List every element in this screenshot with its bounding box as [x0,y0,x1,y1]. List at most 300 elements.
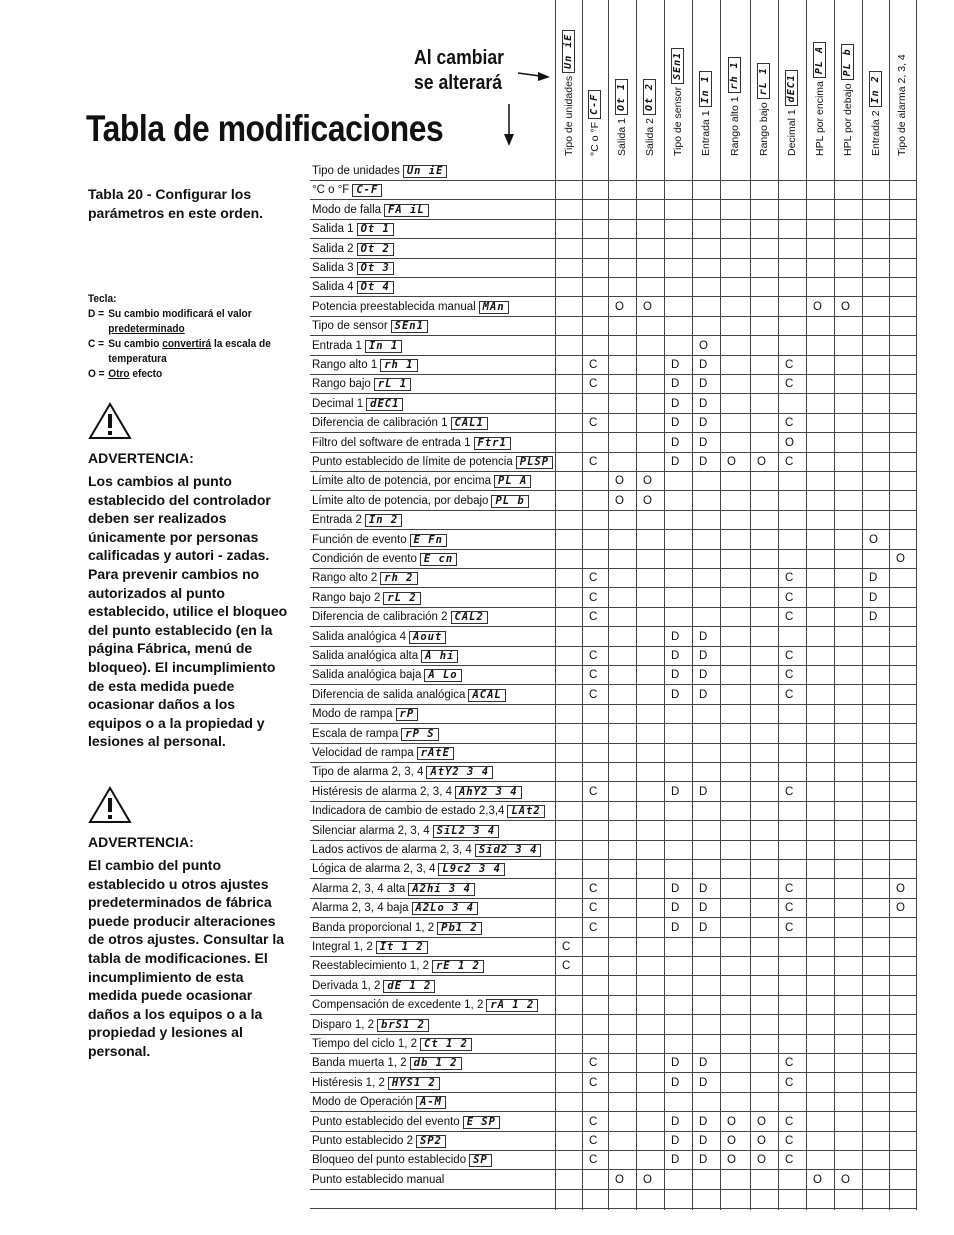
table-row-label [312,1036,472,1052]
column-line [582,0,583,1210]
lcd-code: Pb1 2 [437,922,482,935]
row-line [310,1150,916,1151]
row-label-text: Tipo de unidades [312,165,400,177]
table-row-label [312,396,403,412]
table-row-label [312,532,447,548]
row-line [310,665,916,666]
row-label-text: Modo de Operación [312,1096,414,1108]
table-cell: C [589,1135,598,1147]
table-cell: C [785,902,794,914]
table-cell: D [699,650,708,662]
table-row-label [312,299,509,315]
row-line [310,219,916,220]
row-label-text: Entrada 2 [312,514,362,526]
lcd-code: AtY2 3 4 [426,766,493,779]
table-cell: D [699,359,708,371]
lcd-code: Ot 1 [357,223,394,236]
lcd-code: Ot 3 [357,262,394,275]
row-label-text: Tipo de sensor [312,320,388,332]
row-line [310,878,916,879]
table-cell: D [869,572,878,584]
table-cell: C [785,689,794,701]
row-line [310,1189,916,1190]
lcd-code: C-F [588,90,601,119]
table-cell: D [671,902,680,914]
table-row-label [312,338,402,354]
table-row-label [312,1133,446,1149]
row-label-text: Rango alto 1 [312,359,378,371]
row-label-text: Salida 3 [312,262,354,274]
column-header [896,54,908,156]
row-line [310,549,916,550]
row-label-text: Modo de rampa [312,708,393,720]
column-header-label: Tipo de alarma 2, 3, 4 [895,54,908,156]
lcd-code: Sid2 3 4 [475,844,542,857]
row-label-text: Límite alto de potencia, por encima [312,475,491,487]
lcd-code: In 1 [365,340,402,353]
lcd-code: Ot 2 [357,243,394,256]
row-label-text: Tiempo del ciclo 1, 2 [312,1038,418,1050]
lcd-code: It 1 2 [376,941,428,954]
table-row-label [312,900,478,916]
table-cell: D [671,398,680,410]
row-line [310,490,916,491]
table-row-label [312,279,394,295]
table-cell: C [785,378,794,390]
row-line [310,432,916,433]
lcd-code: rP S [401,728,438,741]
table-row-label [312,376,411,392]
table-cell: C [785,572,794,584]
lcd-code: E Fn [410,534,447,547]
row-line [310,1053,916,1054]
lcd-code: rL 1 [374,378,411,391]
row-label-text: Escala de rampa [312,728,399,740]
row-label-text: Función de evento [312,534,407,546]
row-label-text: Rango alto 2 [312,572,378,584]
table-cell: D [671,417,680,429]
row-label-text: Salida 1 [312,223,354,235]
table-row-label [312,939,428,955]
row-label-text: Diferencia de salida analógica [312,689,466,701]
warning-heading: ADVERTENCIA: [88,834,194,850]
column-line [778,0,779,1210]
column-header [728,57,741,156]
table-cell: C [785,669,794,681]
table-cell: D [699,398,708,410]
lcd-code: dEC1 [366,398,403,411]
table-row-label [312,241,394,257]
table-row-label [312,1075,440,1091]
table-row-label [312,1017,429,1033]
table-cell: C [562,960,571,972]
row-line [310,413,916,414]
table-cell: D [671,786,680,798]
row-line [310,1092,916,1093]
lcd-code: PLSP [516,456,553,469]
column-header-label: Entrada 2 [869,110,881,156]
table-cell: C [785,883,794,895]
row-line [310,1111,916,1112]
row-line [310,723,916,724]
row-line [310,1208,916,1209]
table-cell: D [699,417,708,429]
table-cell: D [671,437,680,449]
lcd-code: PL A [813,42,826,78]
table-cell: O [615,1174,624,1186]
table-cell: D [699,437,708,449]
table-cell: O [757,1154,766,1166]
table-row-label [312,609,488,625]
lcd-code: SEn1 [391,320,428,333]
table-row-label [312,648,458,664]
table-cell: C [589,883,598,895]
row-label-text: Modo de falla [312,204,382,216]
table-cell: O [896,553,905,565]
table-cell: D [671,1057,680,1069]
row-line [310,859,916,860]
row-line [310,258,916,259]
table-cell: O [896,902,905,914]
table-cell: O [785,437,794,449]
warning-heading: ADVERTENCIA: [88,450,194,466]
column-header [785,70,798,156]
row-label-text: Disparo 1, 2 [312,1019,375,1031]
row-label-text: Velocidad de rampa [312,747,414,759]
table-cell: O [615,301,624,313]
table-cell: C [589,592,598,604]
lcd-code: SP2 [416,1135,446,1148]
key-underlined: convertirá [162,338,212,350]
table-row-label [312,357,418,373]
lcd-code: In 1 [699,71,712,107]
row-label-text: Salida analógica baja [312,669,422,681]
table-cell: C [589,902,598,914]
column-line [750,0,751,1210]
row-line [310,316,916,317]
column-header [671,48,684,156]
table-cell: C [589,669,598,681]
row-label-text: Punto establecido manual [312,1174,445,1186]
row-label-text: Indicadora de cambio de estado 2,3,4 [312,805,505,817]
lcd-code: Ot 4 [357,281,394,294]
table-row-label [312,784,522,800]
table-cell: C [589,611,598,623]
column-line [636,0,637,1210]
table-cell: C [785,1077,794,1089]
row-line [310,335,916,336]
column-header-label: Salida 1 [615,118,628,156]
row-label-text: Alarma 2, 3, 4 baja [312,902,409,914]
table-cell: D [671,456,680,468]
table-row-label [312,473,531,489]
table-cell: D [671,650,680,662]
table-cell: O [757,456,766,468]
key-underlined: predeterminado [108,323,185,335]
table-cell: O [813,301,822,313]
row-label-text: Histéresis de alarma 2, 3, 4 [312,786,452,798]
table-row-label [312,318,428,334]
column-header-label: Rango bajo [757,102,770,156]
lcd-code: AhY2 3 4 [455,786,522,799]
column-line [692,0,693,1210]
row-label-text: Condición de evento [312,553,417,565]
lcd-code: SiL2 3 4 [433,825,500,838]
lcd-code: CAL2 [451,611,488,624]
column-line [664,0,665,1210]
lcd-code: LAt2 [507,805,544,818]
table-cell: C [785,1116,794,1128]
lcd-code: Ct 1 2 [420,1038,472,1051]
row-label-text: Diferencia de calibración 2 [312,611,448,623]
row-label-text: Integral 1, 2 [312,941,373,953]
table-row-label [312,570,418,586]
row-line [310,956,916,957]
row-label-text: Rango bajo [312,378,371,390]
lcd-code: rh 2 [380,572,417,585]
table-cell: O [727,1135,736,1147]
row-line [310,995,916,996]
row-label-text: Banda muerta 1, 2 [312,1057,407,1069]
table-cell: D [699,786,708,798]
column-header-label: Tipo de unidades [562,75,574,156]
row-label-text: Punto establecido de límite de potencia [312,456,513,468]
table-row-label [312,1114,500,1130]
lcd-code: In 2 [365,514,402,527]
row-label-text: Diferencia de calibración 1 [312,417,448,429]
table-cell: O [813,1174,822,1186]
table-row-label [312,454,553,470]
row-line [310,743,916,744]
lcd-code: A2hi 3 4 [408,883,475,896]
lcd-code: rAtE [417,747,454,760]
lcd-code: rL 2 [383,592,420,605]
table-cell: D [671,359,680,371]
table-cell: D [671,1116,680,1128]
column-line [889,0,890,1210]
table-cell: O [757,1135,766,1147]
table-cell: D [699,902,708,914]
row-line [310,510,916,511]
row-label-text: Compensación de excedente 1, 2 [312,999,484,1011]
table-cell: C [562,941,571,953]
table-row-label [312,512,402,528]
table-cell: C [785,1135,794,1147]
row-line [310,393,916,394]
row-line [310,296,916,297]
column-line [608,0,609,1210]
lcd-code: L9c2 3 4 [438,863,505,876]
column-header-label: HPL por debajo [841,83,854,156]
lcd-code: dE 1 2 [383,980,435,993]
row-label-text: Salida 4 [312,281,354,293]
row-line [310,820,916,821]
table-cell: O [643,1174,652,1186]
table-cell: C [589,378,598,390]
table-cell: D [671,1135,680,1147]
table-row-label [312,881,475,897]
table-row-label [312,823,499,839]
table-row-label [312,726,439,742]
table-row-label [312,260,394,276]
table-caption: Tabla 20 - Configurar los parámetros en este orden. [88,186,264,221]
table-cell: O [643,475,652,487]
key-code: O = [88,368,105,380]
column-header [813,42,826,156]
table-row-label [312,629,446,645]
key-text: Su cambio modificará el valor [108,308,252,320]
row-label-text: Banda proporcional 1, 2 [312,922,435,934]
row-line [310,607,916,608]
table-cell: C [785,456,794,468]
row-label-text: Histéresis 1, 2 [312,1077,385,1089]
lcd-code: PL b [491,495,528,508]
table-row-label [312,920,482,936]
row-line [310,801,916,802]
lcd-code: A Lo [424,669,461,682]
table-cell: C [589,922,598,934]
row-label-text: Salida analógica alta [312,650,419,662]
table-row-label [312,667,462,683]
table-cell: O [841,301,850,313]
lcd-code: rA 1 2 [486,999,538,1012]
table-cell: D [671,1154,680,1166]
lcd-code: rh 1 [728,57,741,93]
table-cell: D [699,883,708,895]
table-cell: D [671,1077,680,1089]
column-header [869,71,882,156]
row-label-text: Silenciar alarma 2, 3, 4 [312,825,430,837]
table-cell: D [699,1116,708,1128]
row-line [310,355,916,356]
row-line [310,471,916,472]
column-header [841,44,854,156]
lcd-code: SEn1 [671,48,684,84]
table-cell: O [869,534,878,546]
table-cell: D [699,378,708,390]
warning-text: Los cambios al punto establecido del controlador deben ser realizados únicamente por personas calificadas y autori - zadas. Para prevenir cambios no autorizados al punto establecido, utilice el bloqueo del punto establecido (en la página Fábrica, menú de bloqueo). El incumplimiento de esta medida puede ocasionar daños a los equipos o a la propiedad y lesiones al personal. [88,473,288,750]
row-label-text: Lógica de alarma 2, 3, 4 [312,863,436,875]
table-cell: C [785,592,794,604]
row-label-text: Decimal 1 [312,398,364,410]
table-cell: O [757,1116,766,1128]
lcd-code: Un iE [403,165,448,178]
table-row-label [312,163,447,179]
lcd-code: dEC1 [785,70,798,106]
lcd-code: Un iE [562,30,575,73]
table-cell: O [643,301,652,313]
table-row-label [312,997,538,1013]
table-cell: O [727,1116,736,1128]
lcd-code: ACAL [468,689,505,702]
row-label-text: Bloqueo del punto establecido [312,1154,467,1166]
key-text-after: efecto [129,368,163,380]
column-header [562,30,575,156]
table-row-label [312,1055,462,1071]
lcd-code: FA iL [384,204,429,217]
row-line [310,529,916,530]
row-line [310,646,916,647]
row-line [310,238,916,239]
table-row-label [312,745,454,761]
table-cell: C [589,650,598,662]
table-cell: D [671,883,680,895]
lcd-code: rP [396,708,419,721]
lcd-code: A hi [421,650,458,663]
row-line [310,626,916,627]
row-label-text: Reestablecimiento 1, 2 [312,960,429,972]
row-label-text: Lados activos de alarma 2, 3, 4 [312,844,472,856]
table-row-label [312,842,541,858]
table-cell: C [785,650,794,662]
key-code: D = [88,308,105,320]
lcd-code: Aout [409,631,446,644]
lcd-code: rL 1 [757,63,770,99]
key-text-after: la escala de temperatura [108,338,271,365]
column-line [834,0,835,1210]
row-label-text: Entrada 1 [312,340,362,352]
column-header-label: Entrada 1 [699,110,712,156]
row-line [310,937,916,938]
lcd-code: In 2 [869,71,882,107]
lcd-code: rh 1 [380,359,417,372]
table-cell: D [671,669,680,681]
table-row-label [312,706,418,722]
table-cell: O [727,456,736,468]
lcd-code: C-F [352,184,382,197]
lcd-code: brS1 2 [377,1019,429,1032]
table-cell: D [869,592,878,604]
lcd-code: Ftr1 [474,437,511,450]
column-header-label: Rango alto 1 [728,96,741,156]
change-note-line-1: Al cambiar [414,47,504,69]
table-row-label [312,958,484,974]
table-cell: O [896,883,905,895]
table-row-label [312,1094,446,1110]
row-line [310,277,916,278]
table-row-label [312,221,394,237]
table-cell: C [589,1116,598,1128]
key-code: C = [88,338,105,350]
table-cell: D [699,1135,708,1147]
row-label-text: Tipo de alarma 2, 3, 4 [312,766,424,778]
table-cell: O [615,475,624,487]
column-header-label: Salida 2 [643,118,656,156]
table-row-label [312,202,429,218]
row-line [310,180,916,181]
row-label-text: °C o °F [312,184,350,196]
table-cell: D [671,378,680,390]
lcd-code: Ot 2 [643,79,656,115]
table-cell: D [699,922,708,934]
row-line [310,898,916,899]
column-header-label: Tipo de sensor [671,86,684,156]
row-line [310,452,916,453]
row-label-text: Límite alto de potencia, por debajo [312,495,489,507]
lcd-code: SP [469,1154,492,1167]
row-line [310,374,916,375]
row-line [310,684,916,685]
lcd-code: A2Lo 3 4 [412,902,479,915]
lcd-code: Ot 1 [615,79,628,115]
table-row-label [312,551,457,567]
row-line [310,917,916,918]
column-line [555,0,556,1210]
table-cell: O [615,495,624,507]
table-cell: C [785,922,794,934]
row-label-text: Alarma 2, 3, 4 alta [312,883,406,895]
column-line [862,0,863,1210]
